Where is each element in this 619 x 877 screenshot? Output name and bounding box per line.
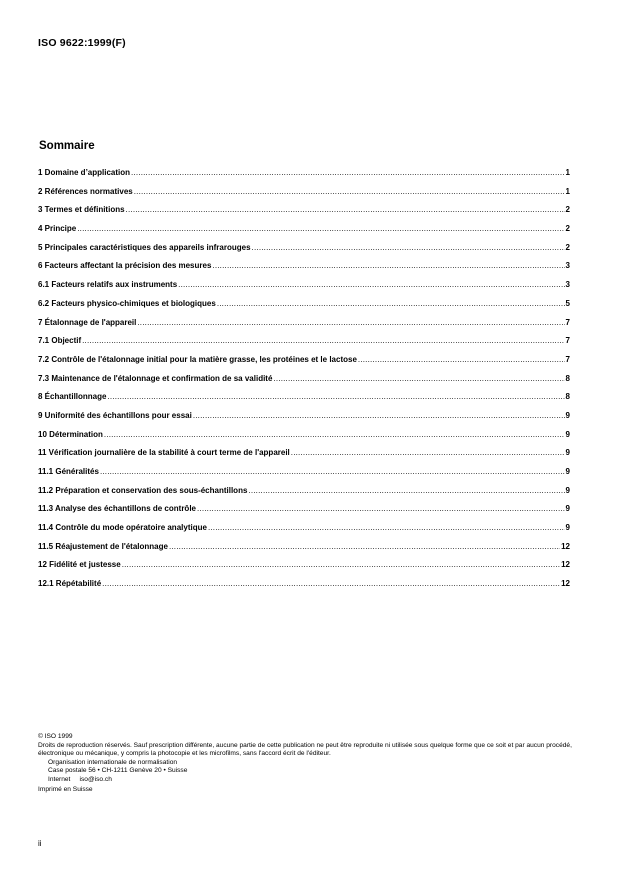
toc-entry[interactable] (38, 579, 570, 598)
toc-leader-dots (82, 336, 564, 345)
toc-entry[interactable] (38, 374, 570, 393)
toc-entry-page: 9 (565, 467, 570, 476)
toc-entry-page: 8 (565, 373, 570, 383)
toc-entry-page: 7 (565, 336, 570, 346)
toc-leader-dots (134, 187, 565, 196)
toc-entry-label: 9 Uniformité des échantillons pour essai (38, 410, 192, 420)
copyright-address: Case postale 56 • CH-1211 Genève 20 • Suisse (48, 767, 188, 775)
toc-entry-label: 1 Domaine d’application (38, 168, 131, 177)
copyright-printed: Imprimé en Suisse (38, 785, 93, 793)
copyright-notice: © ISO 1999 (38, 733, 73, 740)
toc-entry-page: 7 (565, 317, 570, 327)
toc-entry-label: 8 Échantillonnage (38, 392, 107, 402)
toc-leader-dots (197, 504, 565, 513)
toc-entry-page: 3 (565, 261, 570, 271)
toc-entry-label: 11.1 Généralités (38, 467, 99, 476)
toc-leader-dots (217, 299, 565, 308)
toc-entry-page: 5 (565, 298, 570, 308)
toc-entry-label: 7.1 Objectif (38, 336, 82, 346)
page-number: ii (38, 839, 42, 848)
toc-entry-page: 2 (565, 224, 570, 234)
toc-entry-page: 9 (565, 485, 570, 495)
toc-entry-label: 7.2 Contrôle de l'étalonnage initial pour la matière grasse, les protéines et le lactose (38, 354, 357, 364)
toc-entry-label: 5 Principales caractéristiques des appareils infrarouges (38, 242, 251, 252)
toc-entry-label: 6 Facteurs affectant la précision des mesures (38, 261, 212, 271)
toc-entry-label: 11.5 Réajustement de l'étalonnage (38, 541, 168, 551)
toc-entry[interactable] (38, 355, 570, 374)
toc-leader-dots (100, 467, 565, 476)
toc-leader-dots (137, 318, 564, 327)
copyright-rights: Droits de reproduction réservés. Sauf prescription différente, aucune partie de cette publication ne peut être reproduite ni utilisée sous quelque forme que ce soit et par aucun procédé, électronique ou mécanique, y compris la photocopie et les microfilms, sans l'accord écrit de l'éditeur. (38, 741, 572, 758)
toc-entry[interactable] (38, 318, 570, 337)
toc-entry-page: 9 (565, 523, 570, 533)
toc-entry-page: 9 (565, 448, 570, 458)
toc-entry-page: 9 (565, 504, 570, 514)
toc-entry-label: 12 Fidélité et justesse (38, 560, 121, 570)
toc-leader-dots (358, 355, 565, 364)
toc-entry[interactable] (38, 542, 570, 561)
copyright-block (38, 733, 578, 794)
toc-leader-dots (208, 523, 565, 532)
toc-entry-label: 11 Vérification journalière de la stabilité à court terme de l'appareil (38, 448, 290, 458)
toc-entry[interactable] (38, 224, 570, 243)
toc-leader-dots (77, 224, 564, 233)
toc-entry-label: 11.2 Préparation et conservation des sous-échantillons (38, 485, 248, 495)
toc-entry-label: 11.3 Analyse des échantillons de contrôle (38, 504, 196, 514)
toc-leader-dots (193, 411, 565, 420)
toc-entry[interactable] (38, 187, 570, 206)
toc-entry-label: 11.4 Contrôle du mode opératoire analytique (38, 523, 207, 533)
toc-entry-page: 9 (565, 429, 570, 439)
toc-entry[interactable] (38, 467, 570, 486)
toc-entry[interactable] (38, 504, 570, 523)
toc-leader-dots (273, 374, 564, 383)
toc-entry-label: 6.2 Facteurs physico-chimiques et biologiques (38, 298, 216, 308)
toc-entry-label: 12.1 Répétabilité (38, 579, 102, 589)
toc-entry[interactable] (38, 205, 570, 224)
toc-entry-label: 7 Étalonnage de l'appareil (38, 317, 137, 327)
toc-entry[interactable] (38, 523, 570, 542)
toc-leader-dots (291, 448, 565, 457)
toc-entry-label: 3 Termes et définitions (38, 205, 125, 215)
toc-leader-dots (178, 280, 564, 289)
toc-leader-dots (107, 392, 564, 401)
toc-entry[interactable] (38, 430, 570, 449)
toc-title: Sommaire (39, 140, 95, 152)
toc-entry[interactable] (38, 299, 570, 318)
toc-entry-page: 2 (565, 205, 570, 215)
toc-entry[interactable] (38, 560, 570, 579)
copyright-internet: Internet iso@iso.ch (48, 775, 112, 783)
toc-entry-page: 2 (565, 242, 570, 252)
toc-leader-dots (212, 261, 564, 270)
toc-leader-dots (104, 430, 565, 439)
document-id: ISO 9622:1999(F) (38, 37, 126, 49)
toc-entry[interactable] (38, 448, 570, 467)
toc-entry[interactable] (38, 336, 570, 355)
toc-entry[interactable] (38, 243, 570, 262)
toc-entry[interactable] (38, 392, 570, 411)
toc-entry-page: 7 (565, 354, 570, 364)
toc-entry-page: 9 (565, 410, 570, 420)
toc-entry[interactable] (38, 411, 570, 430)
toc-entry-label: 2 Références normatives (38, 186, 133, 196)
toc-entry-page: 1 (565, 186, 570, 196)
copyright-org-name: Organisation internationale de normalisation (48, 758, 178, 766)
toc-entry-label: 10 Détermination (38, 429, 103, 439)
toc-leader-dots (252, 243, 565, 252)
toc-entry-page: 12 (561, 541, 570, 551)
toc-leader-dots (122, 560, 560, 569)
toc-entry-label: 6.1 Facteurs relatifs aux instruments (38, 280, 178, 290)
toc-entry[interactable] (38, 486, 570, 505)
toc-leader-dots (248, 486, 564, 495)
toc-entry[interactable] (38, 261, 570, 280)
toc-entry-page: 8 (565, 392, 570, 402)
toc-entry-page: 3 (565, 280, 570, 290)
toc-entry-page: 12 (561, 560, 570, 570)
toc-entry-page: 1 (565, 168, 570, 177)
toc-entry[interactable] (38, 280, 570, 299)
table-of-contents (38, 168, 570, 598)
toc-leader-dots (102, 579, 560, 588)
toc-entry-label: 4 Principe (38, 224, 77, 234)
toc-entry-page: 12 (561, 579, 570, 589)
toc-entry-label: 7.3 Maintenance de l'étalonnage et confirmation de sa validité (38, 373, 273, 383)
toc-entry[interactable] (38, 168, 570, 187)
toc-leader-dots (126, 205, 565, 214)
toc-leader-dots (169, 542, 560, 551)
toc-leader-dots (131, 168, 565, 177)
